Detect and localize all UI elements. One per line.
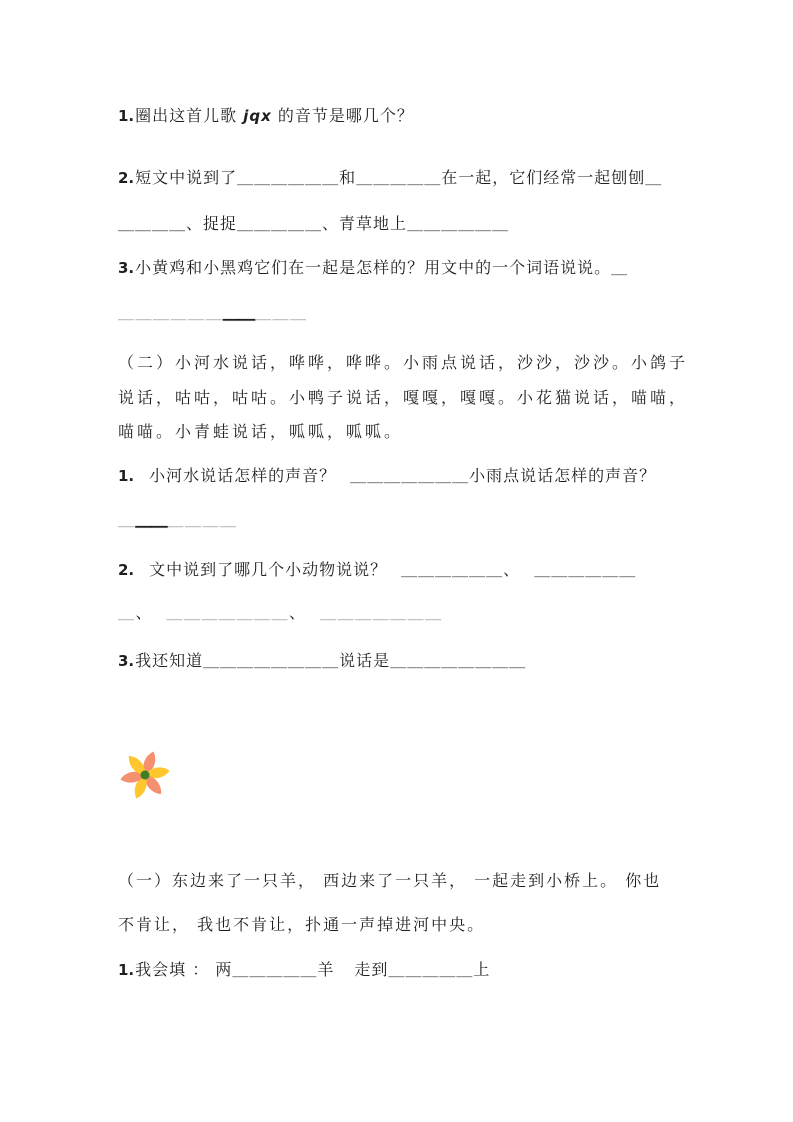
answer-blank-bold-segment: ＿＿ xyxy=(223,303,256,322)
question-number: 1. xyxy=(118,467,135,485)
question-line-b2 xyxy=(118,557,636,583)
list-separator: 、 xyxy=(289,603,307,622)
flower-icon xyxy=(118,747,172,801)
question-number: 1. xyxy=(118,107,135,125)
question-number: 2. xyxy=(118,169,135,187)
passage-one-line1: （一）东边来了一只羊， 西边来了一只羊， 一起走到小桥上。 你也 xyxy=(118,871,662,890)
answer-blank: ＿＿＿＿＿＿＿ xyxy=(350,466,470,485)
question-line-a1 xyxy=(118,103,414,129)
question-text: 文中说到了哪几个小动物说说？ xyxy=(149,560,388,579)
question-text: 圈出这首儿歌 xyxy=(135,106,244,125)
answer-blank: ＿＿＿＿＿＿＿ xyxy=(320,603,443,622)
question-text: 走到 xyxy=(354,960,389,979)
question-line-b1 xyxy=(118,463,656,489)
question-text: 和 xyxy=(339,168,357,187)
answer-blank: ＿＿＿＿＿＿ xyxy=(401,560,504,579)
answer-blank: ＿＿＿＿＿＿ xyxy=(237,168,340,187)
answer-blank-bold-segment: ＿＿ xyxy=(135,510,168,529)
answer-blank: ＿＿＿＿＿ xyxy=(356,168,442,187)
question-text: 小黄鸡和小黑鸡它们在一起是怎样的？用文中的一个词语说说。 xyxy=(135,258,612,277)
flower-center xyxy=(141,771,150,780)
answer-blank: ＿＿＿＿＿＿＿ xyxy=(166,603,290,622)
answer-rule-line xyxy=(118,600,443,626)
answer-blank: ＿ xyxy=(118,603,136,622)
answer-blank: ＿＿＿＿＿ xyxy=(237,214,323,233)
question-line-fill xyxy=(118,957,490,983)
answer-blank: ＿＿＿＿＿ xyxy=(388,960,474,979)
question-text: 的音节是哪几个？ xyxy=(271,106,414,125)
question-text: 我还知道 xyxy=(135,651,204,670)
question-text: 在一起，它们经常一起刨刨 xyxy=(441,168,646,187)
question-text: 说话是 xyxy=(339,651,391,670)
answer-blank: ＿＿＿＿ xyxy=(118,214,187,233)
question-number: 2. xyxy=(118,561,135,579)
answer-blank: ＿＿＿＿ xyxy=(167,510,238,529)
answer-blank: ＿＿＿ xyxy=(255,303,308,322)
question-line-a3 xyxy=(118,255,628,281)
question-text: 、捉捉 xyxy=(186,214,238,233)
answer-blank: ＿ xyxy=(645,168,663,187)
question-text: 羊 xyxy=(317,960,335,979)
question-line-b3 xyxy=(118,648,526,674)
answer-blank: ＿ xyxy=(118,510,136,529)
answer-blank: ＿＿＿＿＿＿＿＿ xyxy=(203,651,340,670)
answer-blank: ＿＿＿＿＿＿ xyxy=(534,560,637,579)
list-separator: 、 xyxy=(503,560,521,579)
answer-rule-line xyxy=(118,300,308,326)
question-text: 小雨点说话怎样的声音？ xyxy=(469,466,657,485)
question-number: 1. xyxy=(118,961,135,979)
pinyin-letters: jqx xyxy=(243,107,272,125)
answer-blank: ＿＿＿＿＿＿＿＿ xyxy=(390,651,527,670)
passage-two-line3: 喵喵。小青蛙说话，呱呱，呱呱。 xyxy=(118,422,404,441)
question-number: 3. xyxy=(118,259,135,277)
answer-blank: ＿＿＿＿＿ xyxy=(232,960,318,979)
passage-one-line2: 不肯让， 我也不肯让，扑通一声掉进河中央。 xyxy=(118,915,486,934)
answer-rule-line xyxy=(118,507,238,533)
passage-two-line2: 说话，咕咕，咕咕。小鸭子说话，嘎嘎，嘎嘎。小花猫说话，喵喵， xyxy=(118,388,689,407)
answer-blank: ＿＿＿＿＿＿ xyxy=(407,214,510,233)
question-text: 小河水说话怎样的声音？ xyxy=(149,466,337,485)
question-text: 、青草地上 xyxy=(322,214,408,233)
question-text: 我会填 ： 两 xyxy=(135,960,233,979)
passage-two-line1: （二）小河水说话，哗哗，哗哗。小雨点说话，沙沙，沙沙。小鸽子 xyxy=(118,353,689,372)
question-text: 上 xyxy=(473,960,491,979)
question-text: 短文中说到了 xyxy=(135,168,238,187)
answer-blank: ＿ xyxy=(611,258,629,277)
question-line-a2-cont xyxy=(118,211,509,237)
answer-blank: ＿＿＿＿＿＿ xyxy=(118,303,224,322)
question-line-a2 xyxy=(118,165,662,191)
list-separator: 、 xyxy=(135,603,153,622)
question-number: 3. xyxy=(118,652,135,670)
